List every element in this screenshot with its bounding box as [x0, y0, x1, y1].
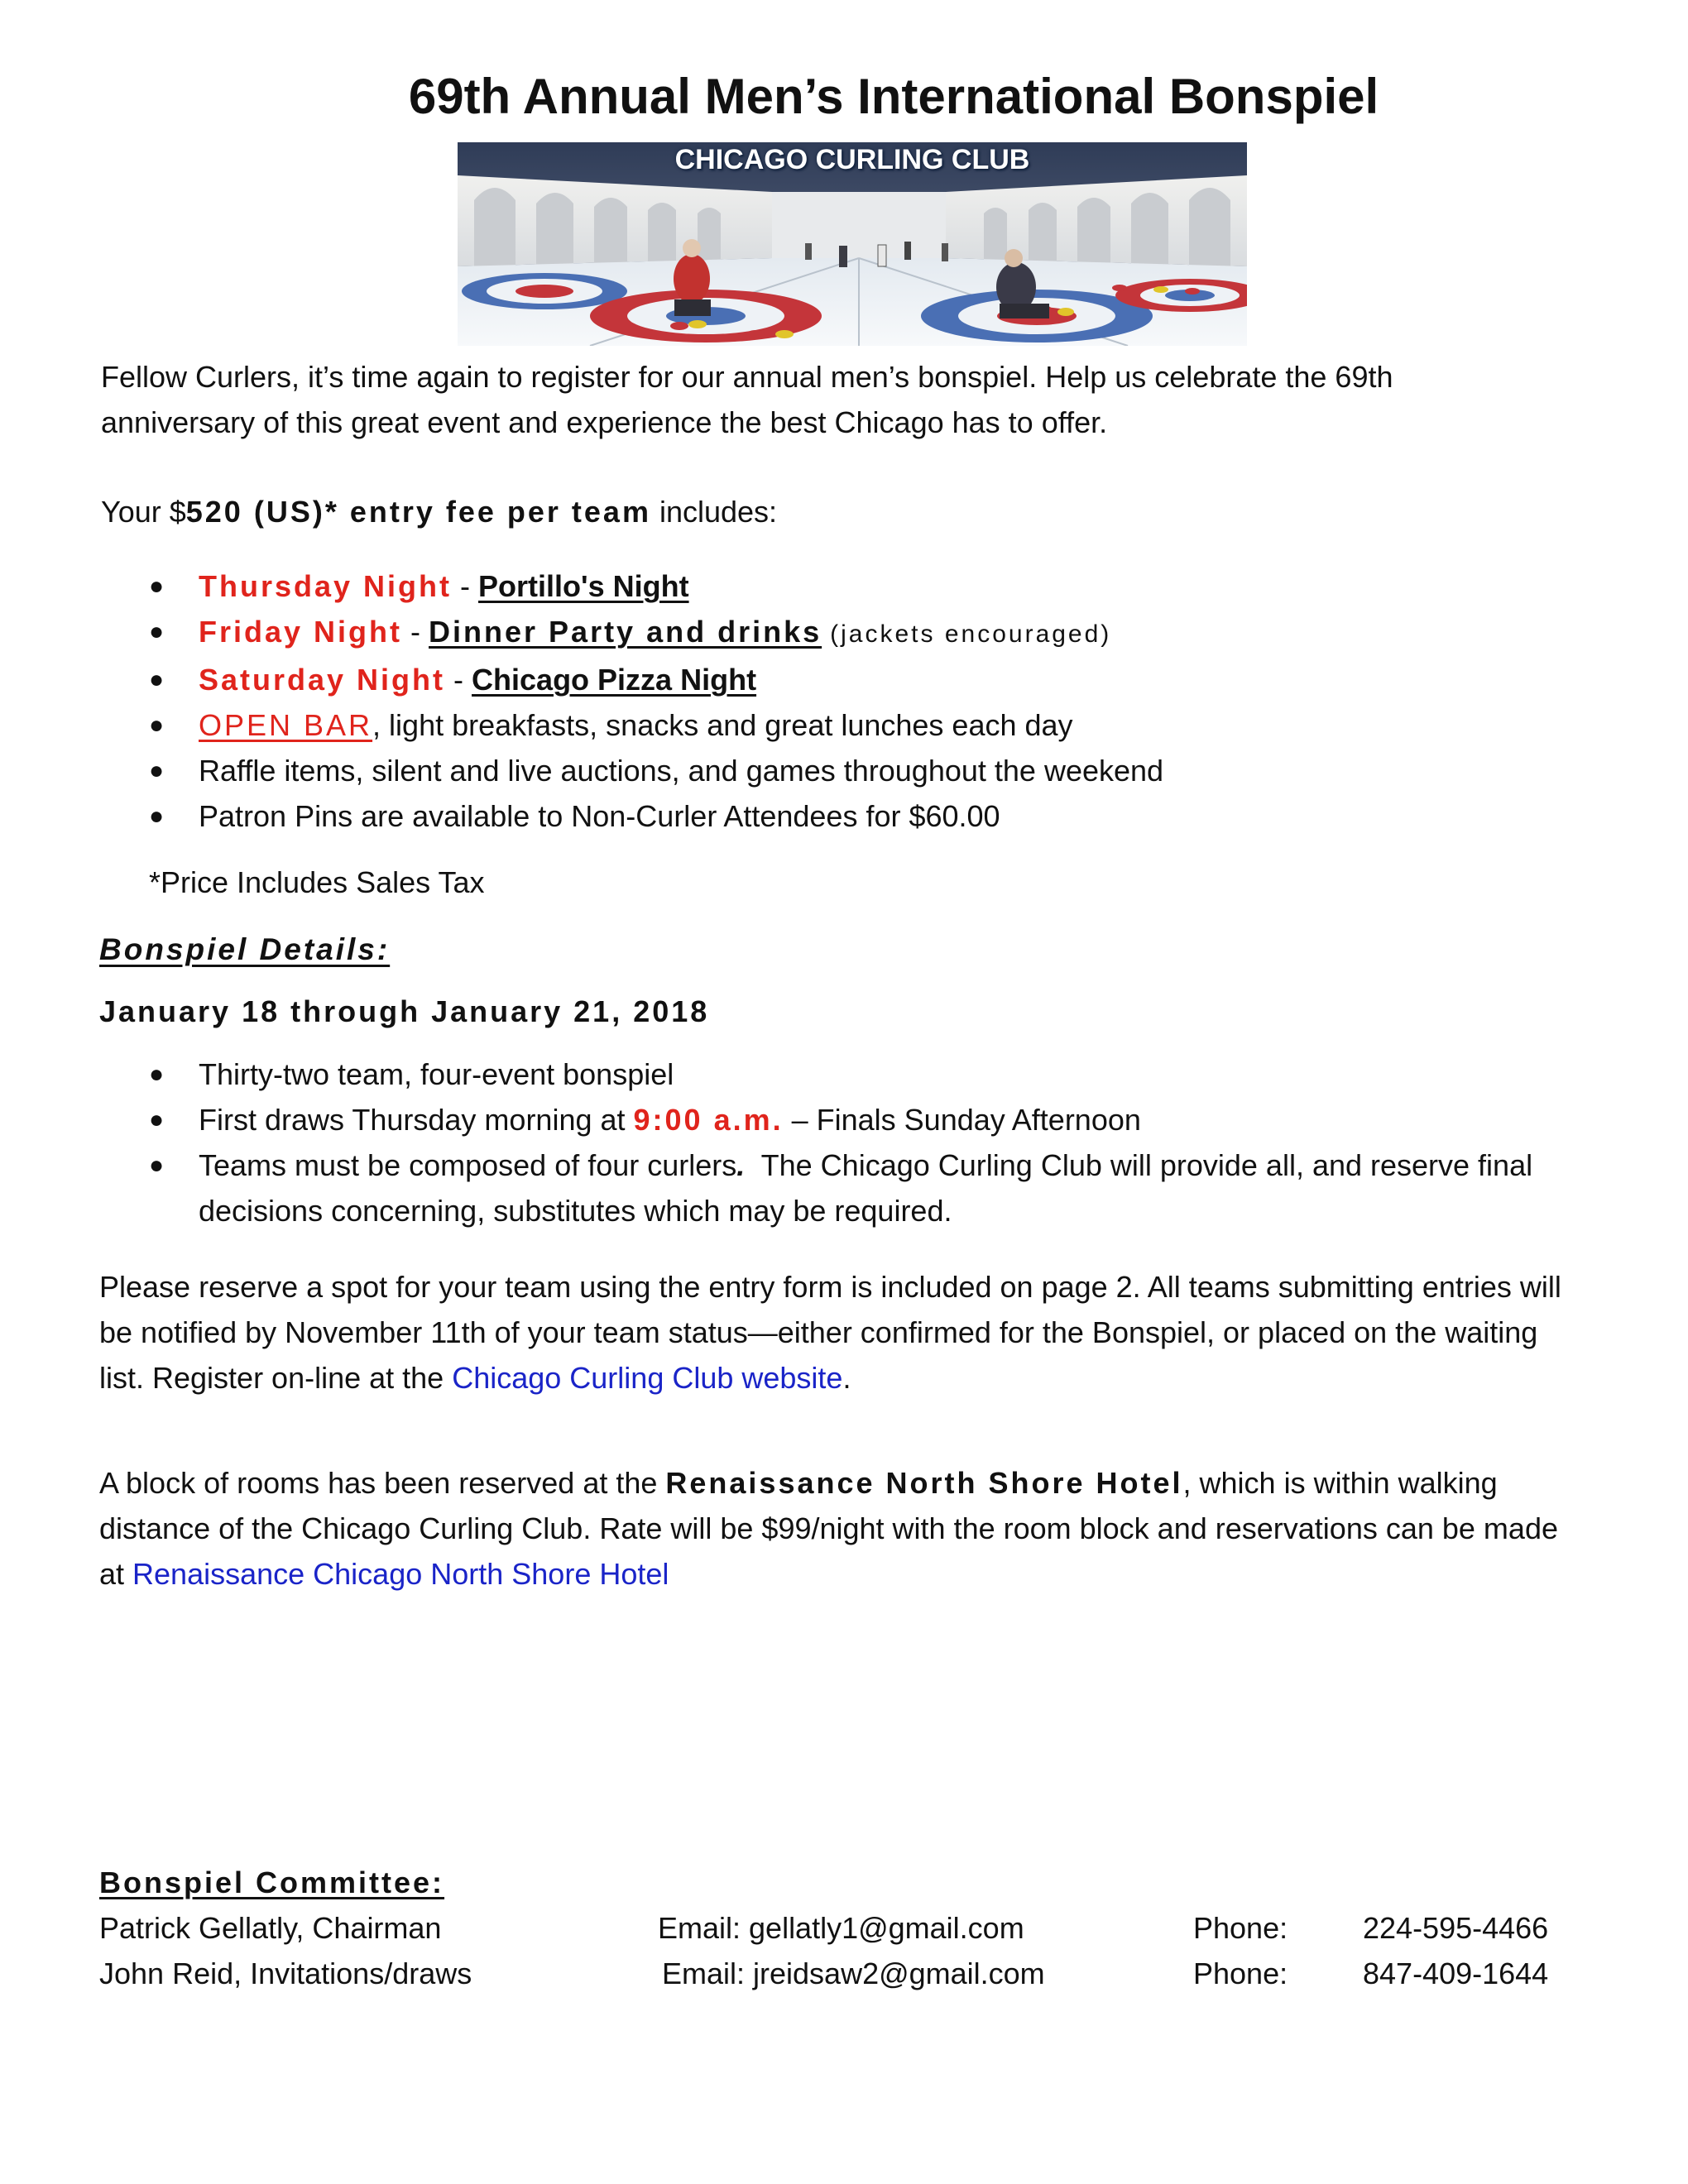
committee-heading: Bonspiel Committee:	[99, 1866, 445, 1899]
member-name: John Reid, Invitations/draws	[99, 1956, 472, 1990]
member-phone: 224-595-4466	[1363, 1911, 1549, 1945]
fee-prefix: Your $	[101, 495, 186, 529]
event-value: Portillo's Night	[478, 569, 689, 603]
detail-text: First draws Thursday morning at	[199, 1103, 634, 1137]
member-phone: 847-409-1644	[1363, 1956, 1549, 1990]
first-draw-time: 9:00 a.m.	[633, 1103, 784, 1137]
separator: -	[452, 569, 479, 603]
details-heading: Bonspiel Details:	[99, 932, 391, 966]
hotel-text: A block of rooms has been reserved at the	[99, 1466, 666, 1500]
hotel-paragraph	[99, 1460, 1580, 1597]
list-item	[149, 657, 1622, 702]
tax-note: *Price Includes Sales Tax	[149, 865, 485, 899]
list-item	[149, 1097, 1539, 1142]
committee-table	[99, 1905, 1548, 1996]
event-dates: January 18 through January 21, 2018	[99, 994, 710, 1028]
hotel-link[interactable]: Renaissance Chicago North Shore Hotel	[132, 1557, 669, 1591]
event-label: Friday Night	[199, 615, 403, 649]
extra-text: Patron Pins are available to Non-Curler Attendees for $60.00	[199, 799, 1000, 833]
open-bar-label: OPEN BAR	[199, 708, 373, 742]
table-row	[99, 1905, 1548, 1951]
detail-punctuation: .	[736, 1148, 746, 1182]
event-note: (jackets encouraged)	[830, 620, 1112, 648]
detail-text: – Finals Sunday Afternoon	[783, 1103, 1141, 1137]
detail-text: The Chicago Curling Club will provide all, and reserve final decisions concerning, substitutes which may be required.	[199, 1148, 1542, 1228]
page-title: 69th Annual Men’s International Bonspiel	[408, 69, 1379, 124]
list-item	[149, 609, 1622, 657]
event-value: Chicago Pizza Night	[472, 663, 757, 697]
list-item	[149, 793, 1622, 839]
hotel-text: , which is within walking distance of the Chicago Curling Club. Rate will be $99/night with the room block and reservations can be made at	[99, 1466, 1558, 1591]
separator: -	[445, 663, 472, 697]
intro-paragraph: Fellow Curlers, it’s time again to register for our annual men’s bonspiel. Help us celebrate the 69th anniversary of this great event and experience the best Chicago has to offer.	[101, 360, 1393, 439]
bullet-icon: ●	[149, 1106, 165, 1133]
member-name: Patrick Gellatly, Chairman	[99, 1911, 442, 1945]
club-website-link[interactable]: Chicago Curling Club website	[452, 1361, 843, 1395]
bullet-icon: ●	[149, 1152, 165, 1179]
event-label: Saturday Night	[199, 663, 446, 697]
includes-list	[149, 563, 1622, 839]
member-email: Email: jreidsaw2@gmail.com	[662, 1956, 1045, 1990]
phone-label: Phone:	[1193, 1956, 1288, 1990]
hotel-name: Renaissance North Shore Hotel	[665, 1466, 1183, 1500]
bullet-icon: ●	[149, 666, 165, 693]
list-item	[149, 1051, 1539, 1097]
detail-text: Thirty-two team, four-event bonspiel	[199, 1057, 674, 1091]
bullet-icon: ●	[149, 711, 165, 739]
open-bar-text: , light breakfasts, snacks and great lunches each day	[372, 708, 1073, 742]
details-list	[149, 1051, 1542, 1233]
register-text: Please reserve a spot for your team using the entry form is included on page 2. All teams submitting entries will be notified by November 11th of your team status—either confirmed for the Bonspiel, or placed on the waiting list. Register on-line at the	[99, 1270, 1561, 1395]
bullet-icon: ●	[149, 618, 165, 645]
list-item	[149, 563, 1622, 609]
event-label: Thursday Night	[199, 569, 453, 603]
extra-text: Raffle items, silent and live auctions, and games throughout the weekend	[199, 754, 1164, 788]
phone-label: Phone:	[1193, 1911, 1288, 1945]
register-end: .	[842, 1361, 851, 1395]
separator: -	[402, 615, 429, 649]
table-row	[99, 1951, 1548, 1996]
bullet-icon: ●	[149, 757, 165, 784]
fee-line	[101, 489, 777, 534]
detail-text: Teams must be composed of four curlers	[199, 1148, 737, 1182]
register-paragraph	[99, 1264, 1580, 1401]
bullet-icon: ●	[149, 1061, 165, 1088]
banner-caption: CHICAGO CURLING CLUB	[674, 144, 1030, 175]
bullet-icon: ●	[149, 572, 165, 600]
member-email: Email: gellatly1@gmail.com	[658, 1911, 1024, 1945]
fee-amount: 520 (US)* entry fee per team	[185, 495, 651, 529]
bullet-icon: ●	[149, 802, 165, 830]
banner-image	[458, 142, 1247, 346]
event-value: Dinner Party and drinks	[429, 615, 822, 649]
list-item	[149, 748, 1622, 793]
list-item	[149, 1142, 1542, 1233]
list-item	[149, 702, 1622, 748]
fee-suffix: includes:	[650, 495, 778, 529]
